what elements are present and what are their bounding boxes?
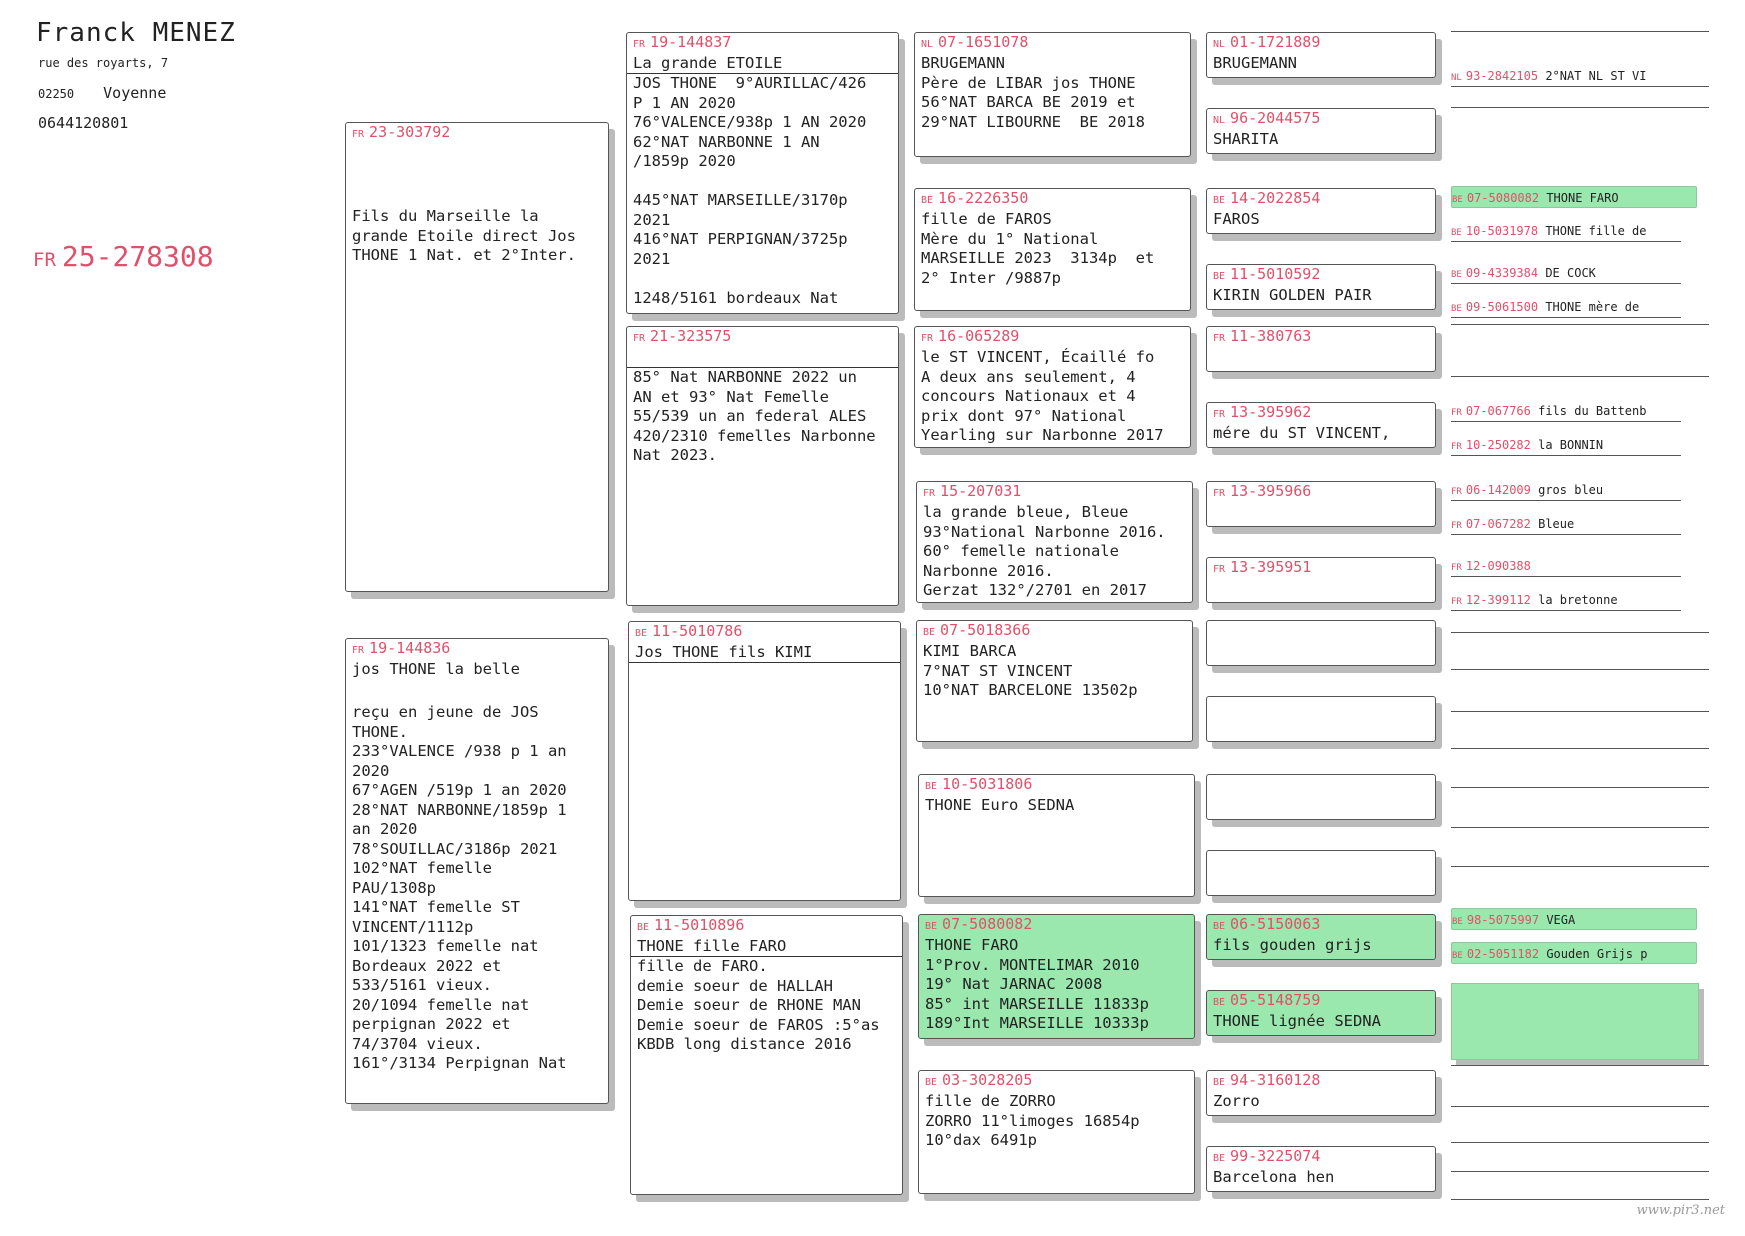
gen5-line[interactable] bbox=[1451, 262, 1681, 284]
gen5-line[interactable] bbox=[1451, 589, 1681, 611]
gen4-card[interactable] bbox=[1206, 481, 1436, 527]
gen5-line[interactable] bbox=[1451, 727, 1709, 749]
country-code: FR bbox=[921, 333, 934, 344]
pigeon-notes: fils gouden grijs bbox=[1213, 936, 1372, 954]
gen4-card[interactable] bbox=[1206, 326, 1436, 372]
ring-number: 23-303792 bbox=[369, 123, 451, 141]
grandparent-card[interactable] bbox=[626, 32, 899, 314]
pigeon-ring bbox=[1207, 1071, 1435, 1092]
ring-number: 02-5051182 bbox=[1466, 947, 1540, 961]
ring-number: 07-5018366 bbox=[940, 621, 1031, 639]
gen4-card-empty[interactable] bbox=[1206, 696, 1436, 742]
ring-number: 07-1651078 bbox=[938, 33, 1029, 51]
ring-number: 06-142009 bbox=[1465, 483, 1531, 497]
pigeon-notes: fille de FAROS Mère du 1° National MARSEILLE 2023 3134p et 2° Inter /9887p bbox=[921, 210, 1155, 287]
pigeon-ring bbox=[1207, 1147, 1435, 1168]
great-grandparent-card[interactable] bbox=[918, 774, 1195, 897]
ring-number: 13-395966 bbox=[1230, 482, 1312, 500]
pigeon-notes: SHARITA bbox=[1213, 130, 1279, 148]
pigeon-name: Jos THONE fils KIMI bbox=[629, 643, 900, 663]
pigeon-notes: VEGA bbox=[1546, 913, 1576, 927]
gen5-line[interactable] bbox=[1451, 1178, 1709, 1200]
pigeon-ring bbox=[1207, 991, 1435, 1012]
pigeon-notes: THONE FARO 1°Prov. MONTELIMAR 2010 19° Nat JARNAC 2008 85° int MARSEILLE 11833p 189°Int MARSEILLE 10333p bbox=[925, 936, 1149, 1032]
ring-number: 07-5080082 bbox=[1466, 191, 1540, 205]
subject-ring bbox=[33, 240, 214, 273]
gen5-line[interactable] bbox=[1451, 1121, 1709, 1143]
country-code: BE bbox=[921, 195, 934, 206]
gen4-card[interactable] bbox=[1206, 990, 1436, 1036]
ring-number: 10-250282 bbox=[1465, 438, 1531, 452]
country-code: NL bbox=[921, 39, 934, 50]
subject-ring-number: 25-278308 bbox=[61, 240, 214, 273]
pigeon-notes: THONE Euro SEDNA bbox=[925, 796, 1075, 814]
ring-number: 11-5010896 bbox=[654, 916, 745, 934]
pigeon-notes: Gouden Grijs p bbox=[1546, 947, 1648, 961]
ring-number: 94-3160128 bbox=[1230, 1071, 1321, 1089]
country-code: NL bbox=[1451, 73, 1462, 83]
ring-number: 10-5031978 bbox=[1465, 224, 1539, 238]
gen5-line[interactable] bbox=[1451, 611, 1709, 633]
gen4-card[interactable] bbox=[1206, 1070, 1436, 1116]
country-code: BE bbox=[1452, 195, 1463, 205]
gen5-line[interactable] bbox=[1451, 355, 1709, 377]
gen4-card[interactable] bbox=[1206, 914, 1436, 960]
pigeon-notes: JOS THONE 9°AURILLAC/426 P 1 AN 2020 76°VALENCE/938p 1 AN 2020 62°NAT NARBONNE 1 AN /1859p 2020 445°NAT MARSEILLE/3170p 2021 416°NAT PERPIGNAN/3725p 2021 1248/5161 bordeaux Nat bbox=[633, 74, 867, 307]
great-grandparent-card[interactable] bbox=[914, 32, 1191, 157]
pigeon-ring bbox=[631, 916, 902, 937]
gen5-line[interactable] bbox=[1451, 1150, 1709, 1172]
country-code: FR bbox=[1451, 442, 1462, 452]
great-grandparent-card[interactable] bbox=[914, 188, 1191, 311]
ring-number: 16-065289 bbox=[938, 327, 1020, 345]
ring-number: 99-3225074 bbox=[1230, 1147, 1321, 1165]
pigeon-notes: Barcelona hen bbox=[1213, 1168, 1335, 1186]
country-code: BE bbox=[637, 922, 650, 933]
pigeon-ring bbox=[1207, 327, 1435, 348]
gen5-line[interactable] bbox=[1451, 479, 1681, 501]
country-code: FR bbox=[1451, 408, 1462, 418]
country-code: FR bbox=[352, 645, 365, 656]
pigeon-notes: THONE FARO bbox=[1546, 191, 1619, 205]
parent-card-dam[interactable] bbox=[345, 638, 609, 1104]
country-code: BE bbox=[923, 627, 936, 638]
pigeon-name: La grande ETOILE bbox=[627, 54, 898, 74]
ring-number: 07-5080082 bbox=[942, 915, 1033, 933]
pigeon-ring bbox=[919, 775, 1194, 796]
great-grandparent-card[interactable] bbox=[914, 326, 1191, 448]
ring-number: 11-5010786 bbox=[652, 622, 743, 640]
ring-number: 11-5010592 bbox=[1230, 265, 1321, 283]
pigeon-ring bbox=[627, 327, 898, 348]
great-grandparent-card[interactable] bbox=[916, 620, 1193, 742]
gen4-card-empty[interactable] bbox=[1206, 850, 1436, 896]
country-code: BE bbox=[635, 628, 648, 639]
country-code: BE bbox=[925, 781, 938, 792]
country-code: BE bbox=[1213, 1153, 1226, 1164]
country-code: NL bbox=[1213, 39, 1226, 50]
ring-number: 09-5061500 bbox=[1465, 300, 1539, 314]
pigeon-ring bbox=[1207, 482, 1435, 503]
pigeon-ring bbox=[917, 482, 1192, 503]
gen5-line[interactable] bbox=[1451, 1044, 1709, 1066]
subject-country: FR bbox=[33, 249, 56, 271]
ring-number: 01-1721889 bbox=[1230, 33, 1321, 51]
country-code: FR bbox=[633, 39, 646, 50]
pigeon-ring bbox=[346, 123, 608, 144]
ring-number: 93-2842105 bbox=[1465, 69, 1539, 83]
pigeon-ring bbox=[1207, 33, 1435, 54]
gen5-line[interactable] bbox=[1451, 86, 1709, 108]
pigeon-notes: 85° Nat NARBONNE 2022 un AN et 93° Nat Femelle 55/539 un an federal ALES 420/2310 femelles Narbonne Nat 2023. bbox=[633, 368, 876, 464]
grandparent-card[interactable] bbox=[628, 621, 901, 901]
gen5-line[interactable] bbox=[1451, 434, 1681, 456]
pigeon-notes: la grande bleue, Bleue 93°National Narbonne 2016. 60° femelle nationale Narbonne 2016. Gerzat 132°/2701 en 2017 bbox=[923, 503, 1166, 599]
pigeon-notes: la bretonne bbox=[1538, 593, 1618, 607]
parent-card-sire[interactable] bbox=[345, 122, 609, 592]
owner-city: Voyenne bbox=[103, 84, 167, 102]
country-code: BE bbox=[1213, 1077, 1226, 1088]
country-code: BE bbox=[1213, 997, 1226, 1008]
country-code: BE bbox=[1213, 195, 1226, 206]
ring-number: 10-5031806 bbox=[942, 775, 1033, 793]
great-grandparent-card[interactable] bbox=[916, 481, 1193, 603]
ring-number: 11-380763 bbox=[1230, 327, 1312, 345]
pigeon-notes: la BONNIN bbox=[1538, 438, 1604, 452]
gen5-line[interactable] bbox=[1451, 10, 1709, 32]
ring-number: 96-2044575 bbox=[1230, 109, 1321, 127]
pigeon-ring bbox=[915, 189, 1190, 210]
country-code: BE bbox=[1451, 270, 1462, 280]
gen4-card[interactable] bbox=[1206, 402, 1436, 448]
great-grandparent-card[interactable] bbox=[918, 1070, 1195, 1194]
country-code: BE bbox=[1451, 228, 1462, 238]
gen5-line[interactable] bbox=[1451, 806, 1709, 828]
gen5-line[interactable] bbox=[1451, 513, 1681, 535]
ring-number: 15-207031 bbox=[940, 482, 1022, 500]
pigeon-notes: THONE fille de bbox=[1545, 224, 1647, 238]
pigeon-notes: Zorro bbox=[1213, 1092, 1260, 1110]
grandparent-card[interactable] bbox=[630, 915, 903, 1195]
country-code: FR bbox=[1213, 488, 1226, 499]
country-code: FR bbox=[633, 333, 646, 344]
pigeon-notes: KIMI BARCA 7°NAT ST VINCENT 10°NAT BARCELONE 13502p bbox=[923, 642, 1138, 699]
pigeon-ring bbox=[915, 327, 1190, 348]
pigeon-notes: Bleue bbox=[1538, 517, 1575, 531]
gen5-line[interactable] bbox=[1451, 220, 1681, 242]
pigeon-notes: 2°NAT NL ST VI bbox=[1545, 69, 1647, 83]
country-code: BE bbox=[1452, 951, 1463, 961]
pigeon-ring bbox=[919, 915, 1194, 936]
country-code: FR bbox=[1451, 563, 1462, 573]
ring-number: 05-5148759 bbox=[1230, 991, 1321, 1009]
country-code: BE bbox=[1213, 921, 1226, 932]
ring-number: 03-3028205 bbox=[942, 1071, 1033, 1089]
pigeon-notes: le ST VINCENT, Écaillé fo A deux ans seulement, 4 concours Nationaux et 4 prix dont 97° National Yearling sur Narbonne 2017 bbox=[921, 348, 1164, 444]
country-code: BE bbox=[1451, 304, 1462, 314]
pigeon-notes: FAROS bbox=[1213, 210, 1260, 228]
gen5-line[interactable] bbox=[1451, 400, 1681, 422]
ring-number: 06-5150063 bbox=[1230, 915, 1321, 933]
owner-phone: 0644120801 bbox=[38, 114, 129, 132]
pigeon-notes: reçu en jeune de JOS THONE. 233°VALENCE /938 p 1 an 2020 67°AGEN /519p 1 an 2020 28°NAT NARBONNE/1859p 1 an 2020 78°SOUILLAC/3186p 2021 102°NAT femelle PAU/1308p 141°NAT femelle ST VINCENT/1112p 101/1323 femelle nat Bordeaux 2022 et 533/5161 vieux. 20/1094 femelle nat perpignan 2022 et 74/3704 vieux. 161°/3134 Perpignan Nat bbox=[352, 703, 567, 1072]
country-code: BE bbox=[925, 1077, 938, 1088]
owner-city-line bbox=[38, 84, 166, 102]
pigeon-notes: mére du ST VINCENT, bbox=[1213, 424, 1391, 442]
pigeon-ring bbox=[1207, 189, 1435, 210]
ring-number: 12-090388 bbox=[1465, 559, 1531, 573]
pigeon-ring bbox=[1207, 558, 1435, 579]
gen4-card[interactable] bbox=[1206, 108, 1436, 154]
pigeon-name: THONE fille FARO bbox=[631, 937, 902, 957]
ring-number: 13-395951 bbox=[1230, 558, 1312, 576]
country-code: FR bbox=[352, 129, 365, 140]
gen5-line[interactable] bbox=[1451, 690, 1709, 712]
gen4-card-empty[interactable] bbox=[1206, 774, 1436, 820]
country-code: FR bbox=[923, 488, 936, 499]
country-code: FR bbox=[1451, 597, 1462, 607]
pigeon-notes: gros bleu bbox=[1538, 483, 1604, 497]
ring-number: 07-067282 bbox=[1465, 517, 1531, 531]
ring-number: 09-4339384 bbox=[1465, 266, 1539, 280]
gen4-card[interactable] bbox=[1206, 1146, 1436, 1192]
pigeon-name bbox=[627, 348, 898, 368]
pigeon-ring bbox=[346, 639, 608, 660]
gen4-card[interactable] bbox=[1206, 264, 1436, 310]
ring-number: 98-5075997 bbox=[1466, 913, 1540, 927]
great-grandparent-card[interactable] bbox=[918, 914, 1195, 1039]
gen4-card-empty[interactable] bbox=[1206, 620, 1436, 666]
ring-number: 16-2226350 bbox=[938, 189, 1029, 207]
gen4-card[interactable] bbox=[1206, 188, 1436, 234]
gen5-line[interactable] bbox=[1451, 1085, 1709, 1107]
owner-postcode: 02250 bbox=[38, 87, 75, 101]
country-code: BE bbox=[1213, 271, 1226, 282]
gen5-line[interactable] bbox=[1451, 303, 1709, 325]
gen5-line[interactable] bbox=[1451, 845, 1709, 867]
pigeon-name: jos THONE la belle bbox=[352, 660, 520, 678]
country-code: BE bbox=[1452, 917, 1463, 927]
pigeon-ring bbox=[917, 621, 1192, 642]
gen5-line[interactable] bbox=[1451, 186, 1697, 208]
pigeon-notes: BRUGEMANN bbox=[1213, 54, 1297, 72]
ring-number: 19-144837 bbox=[650, 33, 732, 51]
pigeon-notes: KIRIN GOLDEN PAIR bbox=[1213, 286, 1372, 304]
pigeon-ring bbox=[1207, 403, 1435, 424]
country-code: FR bbox=[1213, 333, 1226, 344]
country-code: FR bbox=[1213, 564, 1226, 575]
owner-street: rue des royarts, 7 bbox=[38, 56, 169, 70]
ring-number: 21-323575 bbox=[650, 327, 732, 345]
pigeon-ring bbox=[1207, 915, 1435, 936]
pigeon-notes: fille de ZORRO ZORRO 11°limoges 16854p 10°dax 6491p bbox=[925, 1092, 1140, 1149]
footer-watermark: www.pir3.net bbox=[1636, 1203, 1725, 1218]
gen5-line[interactable] bbox=[1451, 908, 1697, 930]
gen5-line[interactable] bbox=[1451, 648, 1709, 670]
pigeon-ring bbox=[1207, 109, 1435, 130]
ring-number: 07-067766 bbox=[1465, 404, 1531, 418]
ring-number: 14-2022854 bbox=[1230, 189, 1321, 207]
pigeon-notes: fils du Battenb bbox=[1538, 404, 1647, 418]
ring-number: 19-144836 bbox=[369, 639, 451, 657]
pigeon-ring bbox=[627, 33, 898, 54]
gen5-line[interactable] bbox=[1451, 555, 1681, 577]
country-code: NL bbox=[1213, 115, 1226, 126]
owner-name: Franck MENEZ bbox=[36, 18, 236, 48]
pigeon-notes: BRUGEMANN Père de LIBAR jos THONE 56°NAT BARCA BE 2019 et 29°NAT LIBOURNE BE 2018 bbox=[921, 54, 1145, 131]
pigeon-notes: fille de FARO. demie soeur de HALLAH Demie soeur de RHONE MAN Demie soeur de FAROS :5°as KBDB long distance 2016 bbox=[637, 957, 880, 1053]
gen5-line[interactable] bbox=[1451, 65, 1709, 87]
gen5-line[interactable] bbox=[1451, 766, 1709, 788]
country-code: FR bbox=[1451, 521, 1462, 531]
gen5-line[interactable] bbox=[1451, 942, 1697, 964]
pigeon-notes: Fils du Marseille la grande Etoile direct Jos THONE 1 Nat. et 2°Inter. bbox=[352, 207, 576, 264]
grandparent-card[interactable] bbox=[626, 326, 899, 606]
pigeon-ring bbox=[1207, 265, 1435, 286]
pigeon-ring bbox=[629, 622, 900, 643]
gen4-card[interactable] bbox=[1206, 557, 1436, 603]
ring-number: 13-395962 bbox=[1230, 403, 1312, 421]
country-code: BE bbox=[925, 921, 938, 932]
pigeon-notes: DE COCK bbox=[1545, 266, 1596, 280]
country-code: FR bbox=[1451, 487, 1462, 497]
ring-number: 12-399112 bbox=[1465, 593, 1531, 607]
gen4-card[interactable] bbox=[1206, 32, 1436, 78]
pigeon-ring bbox=[915, 33, 1190, 54]
pigeon-notes: THONE mère de bbox=[1545, 300, 1640, 314]
pigeon-ring bbox=[919, 1071, 1194, 1092]
pigeon-notes: THONE lignée SEDNA bbox=[1213, 1012, 1381, 1030]
country-code: FR bbox=[1213, 409, 1226, 420]
